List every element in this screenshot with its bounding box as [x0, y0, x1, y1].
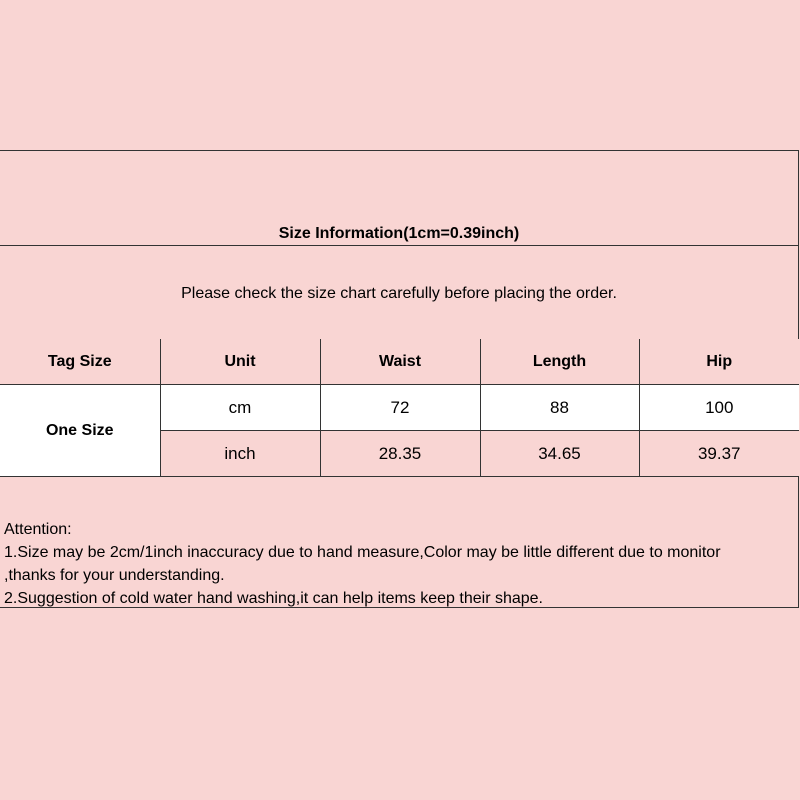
waist-cell: 72: [320, 385, 480, 431]
notice-row: [0, 245, 798, 340]
length-cell: 34.65: [480, 431, 639, 477]
attention-line: 1.Size may be 2cm/1inch inaccuracy due to hand measure,Color may be little different due to monitor: [4, 544, 721, 561]
header-hip: Hip: [639, 339, 799, 385]
hip-cell: 39.37: [639, 431, 799, 477]
header-waist: Waist: [320, 339, 480, 385]
attention-heading: Attention:: [4, 521, 72, 538]
header-tag-size: Tag Size: [0, 339, 160, 385]
length-cell: 88: [480, 385, 639, 431]
size-chart-title: Size Information(1cm=0.39inch): [278, 225, 520, 242]
unit-cell: cm: [160, 385, 320, 431]
size-table: [0, 339, 799, 477]
title-row: [0, 151, 798, 246]
size-chart: [0, 150, 799, 608]
header-unit: Unit: [160, 339, 320, 385]
attention-line: ,thanks for your understanding.: [4, 567, 225, 584]
table-header-row: [0, 339, 799, 385]
size-chart-notice: Please check the size chart carefully before placing the order.: [181, 285, 617, 302]
tag-size-cell: One Size: [0, 385, 160, 477]
hip-cell: 100: [639, 385, 799, 431]
header-length: Length: [480, 339, 639, 385]
attention-line: 2.Suggestion of cold water hand washing,it can help items keep their shape.: [4, 590, 543, 607]
waist-cell: 28.35: [320, 431, 480, 477]
attention-notes: [4, 518, 796, 610]
unit-cell: inch: [160, 431, 320, 477]
table-row: [0, 385, 799, 431]
